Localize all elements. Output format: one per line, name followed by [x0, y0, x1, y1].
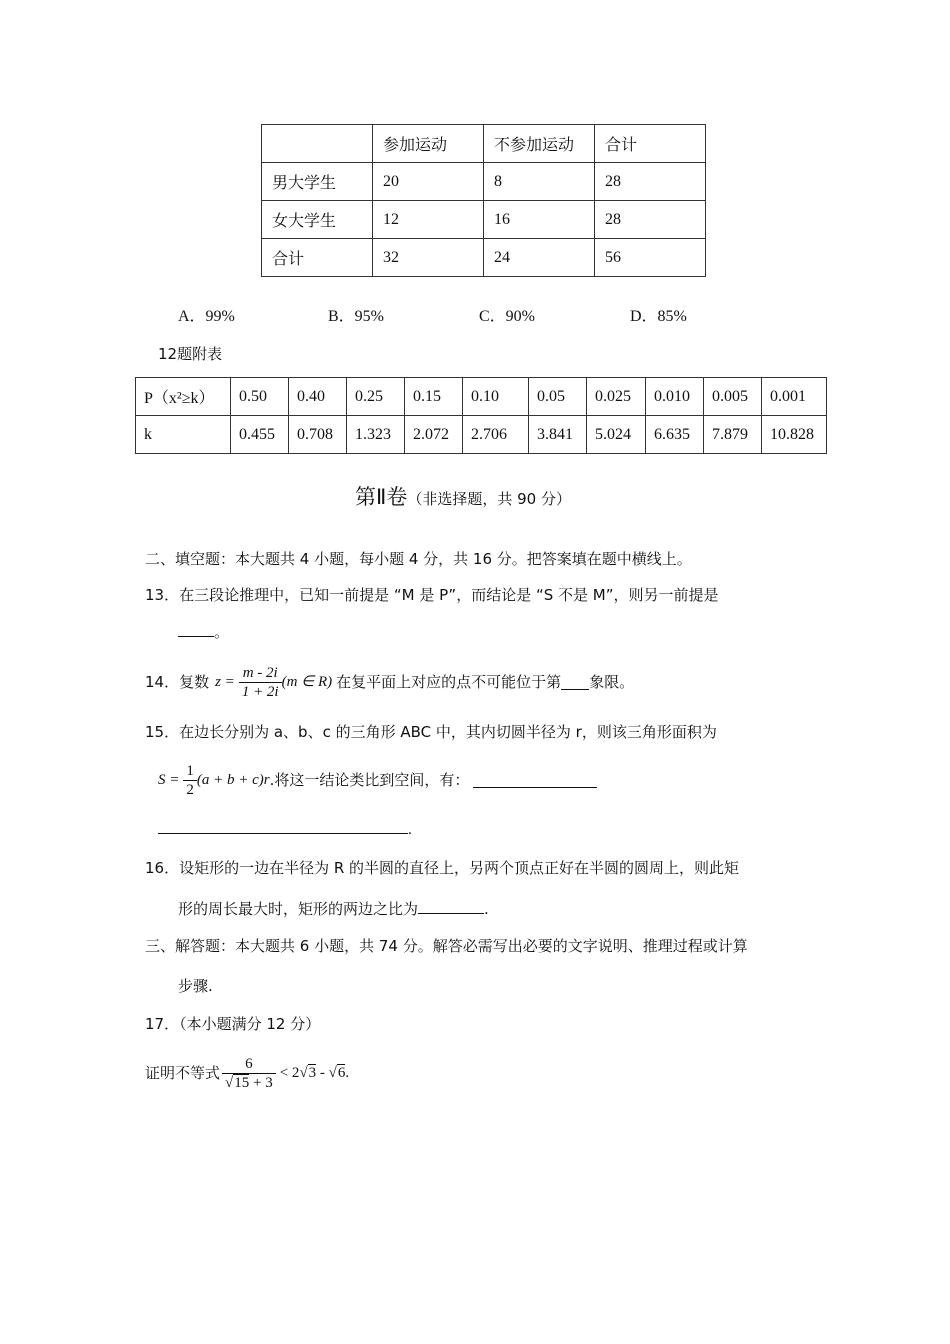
- table-cell: 3.841: [529, 416, 587, 454]
- critical-value-table: [135, 377, 827, 454]
- section-title-sub: （非选择题，共 90 分）: [407, 490, 571, 508]
- table-row: [262, 239, 706, 277]
- q14-fraction: [239, 664, 282, 701]
- q15-expr: (a + b + c)r: [196, 772, 270, 788]
- table-cell: 5.024: [587, 416, 646, 454]
- q14-tail: 象限。: [589, 673, 635, 691]
- q15-formula: [158, 758, 597, 802]
- table-cell: 24: [484, 239, 595, 277]
- answer-blank: [561, 675, 589, 690]
- q17-rhs: < 2√3 - √6.: [279, 1065, 350, 1081]
- fraction-denominator: √15 + 3: [225, 1074, 273, 1091]
- radicand: 3: [308, 1065, 317, 1081]
- table-cell: 0.455: [231, 416, 289, 454]
- rhs-part: < 2: [279, 1065, 300, 1081]
- answer-blank: [473, 773, 597, 788]
- table-cell: 28: [595, 163, 706, 201]
- q16-line2: [178, 899, 489, 919]
- q15-answer-line: [158, 819, 412, 840]
- q13-answer-line: [178, 622, 229, 642]
- table-cell: 0.10: [463, 378, 529, 416]
- q14-z: z =: [215, 674, 235, 690]
- table-cell: P（x²≥k）: [136, 378, 231, 416]
- table-cell: 12: [373, 201, 484, 239]
- contingency-table: [261, 124, 706, 277]
- table-cell: 不参加运动: [484, 125, 595, 163]
- table-cell: 0.05: [529, 378, 587, 416]
- q15-tail: .: [408, 822, 412, 838]
- table-cell: 2.072: [405, 416, 463, 454]
- q16-tail: .: [484, 900, 489, 918]
- q14-text: 在复平面上对应的点不可能位于第: [336, 673, 562, 691]
- table-cell: [262, 125, 373, 163]
- rhs-end: .: [345, 1065, 350, 1081]
- table-cell: 16: [484, 201, 595, 239]
- table-row: [262, 201, 706, 239]
- option-b: B．95%: [328, 308, 385, 325]
- q16-text: 形的周长最大时，矩形的两边之比为: [178, 900, 419, 918]
- radicand: 6: [337, 1065, 346, 1081]
- table-cell: 女大学生: [262, 201, 373, 239]
- q15-text2: .将这一结论类比到空间，有：: [269, 771, 470, 789]
- table-cell: 0.010: [646, 378, 704, 416]
- q17-title: 17．（本小题满分 12 分）: [145, 1015, 321, 1033]
- q14: [145, 660, 634, 704]
- table-cell: 6.635: [646, 416, 704, 454]
- q15-s: S =: [158, 772, 180, 788]
- radicand: 15: [234, 1074, 250, 1091]
- q14-prefix: 14．复数: [145, 673, 210, 691]
- answer-blank: [418, 899, 484, 914]
- table-cell: 2.706: [463, 416, 529, 454]
- table-cell: 0.25: [347, 378, 405, 416]
- option-d: D．85%: [630, 308, 687, 325]
- solve-heading-line2: 步骤.: [178, 977, 213, 995]
- q14-condition: (m ∈ R): [281, 674, 333, 690]
- option-a: A．99%: [178, 308, 235, 325]
- solve-heading-line1: 三、解答题：本大题共 6 小题，共 74 分。解答必需写出必要的文字说明、推理过程或计算: [145, 937, 748, 955]
- table-cell: 男大学生: [262, 163, 373, 201]
- table-cell: 参加运动: [373, 125, 484, 163]
- table-row: [136, 378, 827, 416]
- table-cell: k: [136, 416, 231, 454]
- q13-text: 13．在三段论推理中，已知一前提是 “M 是 P”，而结论是 “S 不是 M”，则另一前提是: [145, 586, 719, 604]
- q16-line1: 16．设矩形的一边在半径为 R 的半圆的直径上，另两个顶点正好在半圆的圆周上，则此矩: [145, 859, 740, 877]
- table-cell: 20: [373, 163, 484, 201]
- q17-inequality: [145, 1050, 349, 1096]
- answer-blank: [158, 819, 408, 834]
- answer-blank: [178, 622, 214, 637]
- q15-fraction: [183, 762, 197, 799]
- fill-heading: 二、填空题：本大题共 4 小题，每小题 4 分，共 16 分。把答案填在题中横线上。: [145, 550, 692, 568]
- table-cell: 56: [595, 239, 706, 277]
- table-cell: 0.708: [289, 416, 347, 454]
- appendix-label: 12题附表: [158, 345, 223, 363]
- rhs-part: -: [316, 1065, 329, 1081]
- table-header-row: [262, 125, 706, 163]
- table-row: [262, 163, 706, 201]
- section-title: [355, 481, 571, 511]
- table-cell: 10.828: [762, 416, 827, 454]
- table-cell: 合计: [595, 125, 706, 163]
- q13-tail: 。: [214, 623, 230, 641]
- fraction-numerator: 6: [222, 1055, 276, 1074]
- fraction-numerator: m - 2i: [239, 664, 282, 683]
- table-cell: 7.879: [704, 416, 762, 454]
- section-title-main: 第Ⅱ卷: [355, 485, 408, 509]
- fraction-denominator: 1 + 2i: [241, 683, 279, 700]
- den-tail: + 3: [249, 1074, 273, 1091]
- table-cell: 1.323: [347, 416, 405, 454]
- table-cell: 32: [373, 239, 484, 277]
- table-cell: 0.50: [231, 378, 289, 416]
- table-cell: 0.001: [762, 378, 827, 416]
- fraction-numerator: 1: [183, 762, 197, 781]
- table-cell: 28: [595, 201, 706, 239]
- option-c: C．90%: [479, 308, 536, 325]
- fraction-denominator: 2: [186, 781, 194, 798]
- table-cell: 0.005: [704, 378, 762, 416]
- table-cell: 8: [484, 163, 595, 201]
- table-cell: 合计: [262, 239, 373, 277]
- table-cell: 0.15: [405, 378, 463, 416]
- q15-text: 15．在边长分别为 a、b、c 的三角形 ABC 中，其内切圆半径为 r，则该三角形面积为: [145, 723, 717, 741]
- table-row: [136, 416, 827, 454]
- table-cell: 0.40: [289, 378, 347, 416]
- q17-fraction: [222, 1055, 276, 1092]
- q17-prefix: 证明不等式: [145, 1064, 221, 1082]
- table-cell: 0.025: [587, 378, 646, 416]
